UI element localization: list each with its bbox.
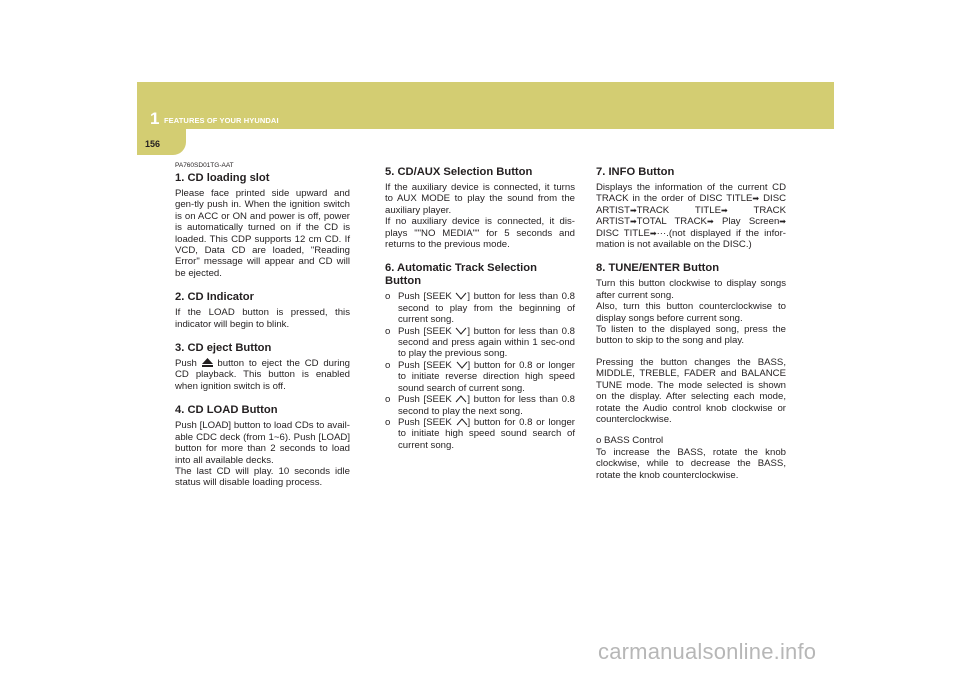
- arrow-right-icon: ➡: [649, 228, 657, 238]
- paragraph-bass-heading: o BASS Control: [596, 435, 664, 447]
- chapter-number: 1: [150, 109, 160, 128]
- paragraph-tune-1: Turn this button clockwise to display songs after current song.: [596, 278, 786, 301]
- chevron-up-icon: [455, 395, 467, 403]
- paragraph-bass-body: To increase the BASS, rotate the knob clockwise, while to decrease the BASS, rotate the knob counterclockwise.: [596, 446, 786, 481]
- list-item: o Push [SEEK ] button for less than 0.8 second to play from the beginning of current song.: [385, 291, 576, 326]
- eject-icon: [202, 358, 213, 367]
- heading-info-button: 7. INFO Button: [596, 166, 675, 178]
- watermark: carmanualsonline.info: [598, 639, 817, 664]
- list-item: o Push [SEEK ] button for less than 0.8 second to play the next song.: [385, 394, 576, 417]
- chevron-down-icon: [455, 327, 467, 335]
- paragraph-cd-eject: [175, 358, 350, 392]
- column-right: [596, 166, 786, 481]
- heading-cd-loading-slot: 1. CD loading slot: [175, 172, 270, 184]
- chevron-up-icon: [456, 418, 468, 426]
- paragraph-cd-loading-slot: Please face printed side upward and gen-tly push in. When the ignition switch is on ACC or ON and power is off, power is automatically turned on if the CD is loaded. This CDP supports 12 cm CD. If VCD, Data CD are loaded, "Reading Error" message will appear and CD will be ejected.: [175, 188, 350, 279]
- section-code: PA760SD01TG-AAT: [175, 162, 234, 169]
- text-eject-desc: button to eject the CD during CD playback. This button is enabled when ignition switch is off.: [175, 358, 350, 392]
- chevron-down-icon: [456, 361, 468, 369]
- heading-cd-eject-button: 3. CD eject Button: [175, 342, 272, 355]
- seek-instructions-list: [385, 291, 575, 451]
- chapter-title: FEATURES OF YOUR HYUNDAI: [164, 116, 279, 125]
- paragraph-tune-2: Also, turn this button counterclockwise to display songs before current song.: [596, 301, 786, 324]
- heading-cd-load-button: 4. CD LOAD Button: [175, 404, 278, 417]
- paragraph-cd-load-1: Push [LOAD] button to load CDs to avail-able CDC deck (from 1~6). Push [LOAD] button for more than 2 seconds to load into all available decks.: [175, 420, 350, 466]
- heading-track-selection: 6. Automatic Track Selection Button: [385, 262, 537, 288]
- list-item: o Push [SEEK ] button for less than 0.8 second and press again within 1 sec-ond to play the previous song.: [385, 325, 576, 360]
- paragraph-cd-load-2: The last CD will play. 10 seconds idle status will disable loading process.: [175, 465, 350, 489]
- arrow-right-icon: ➡: [721, 205, 728, 215]
- arrow-right-icon: ➡: [629, 205, 637, 215]
- list-item: o Push [SEEK ] button for 0.8 or longer to initiate high speed sound search of current song.: [385, 416, 575, 451]
- paragraph-cd-aux-2: If no auxiliary device is connected, it dis-plays ""NO MEDIA"" for 5 seconds and returns to the previous mode.: [385, 216, 575, 251]
- page-number: 156: [145, 139, 161, 149]
- arrow-right-icon: ➡: [752, 194, 760, 204]
- column-middle: [385, 166, 575, 451]
- arrow-right-icon: ➡: [629, 217, 637, 227]
- paragraph-cd-indicator: If the LOAD button is pressed, this indicator will begin to blink.: [175, 307, 350, 330]
- paragraph-tune-4: Pressing the button changes the BASS, MIDDLE, TREBLE, FADER and BALANCE TUNE mode. The mode selected is shown on the display. After selecting each mode, rotate the Audio control knob clockwise or counterclockwise.: [596, 356, 786, 425]
- text-push: Push: [175, 358, 197, 370]
- chevron-down-icon: [455, 292, 467, 300]
- arrow-right-icon: ➡: [779, 217, 786, 227]
- paragraph-cd-aux-1: If the auxiliary device is connected, it turns to AUX MODE to play the sound from the auxiliary player.: [385, 182, 575, 216]
- heading-tune-enter-button: 8. TUNE/ENTER Button: [596, 262, 720, 275]
- paragraph-tune-3: To listen to the displayed song, press the button to skip to the song and play.: [596, 324, 786, 347]
- paragraph-info: Displays the information of the current CD TRACK in the order of DISC TITLE➡ DISC ARTIST➡TRACK TITLE➡ TRACK ARTIST➡TOTAL TRACK➡ Play Screen➡ DISC TITLE➡···.(not displayed if the infor-mation is not available on the DISC.): [596, 182, 787, 251]
- heading-cd-indicator: 2. CD Indicator: [175, 291, 254, 304]
- column-left: [175, 162, 350, 489]
- heading-cd-aux-button: 5. CD/AUX Selection Button: [385, 166, 533, 178]
- arrow-right-icon: ➡: [706, 217, 714, 227]
- list-item: o Push [SEEK ] button for 0.8 or longer to initiate reverse direction high speed sound search of current song.: [385, 359, 575, 394]
